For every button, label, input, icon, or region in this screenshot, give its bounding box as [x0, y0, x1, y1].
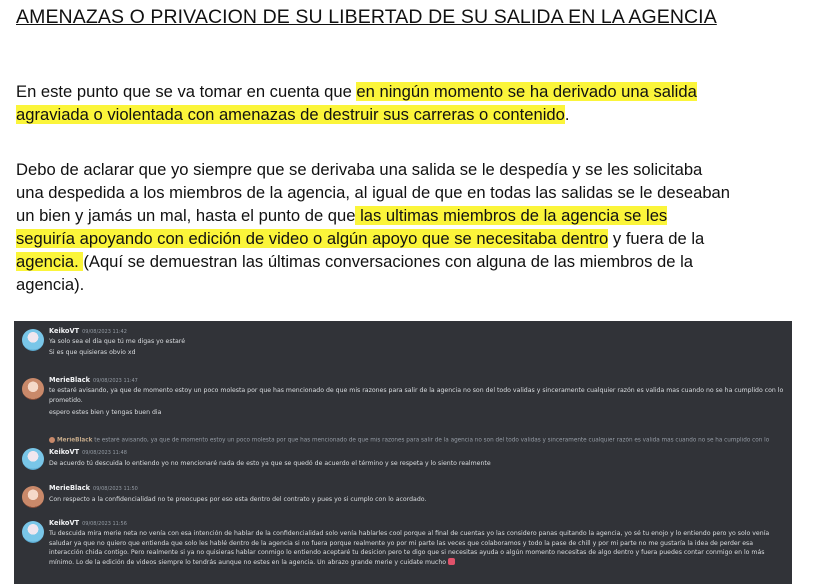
timestamp: 09/08/2023 11:47 [93, 378, 138, 384]
timestamp: 09/08/2023 11:56 [82, 521, 127, 527]
paragraph-2-line: y fuera de la [608, 229, 705, 248]
message-text: Ya solo sea el día que tú me digas yo estaré [49, 338, 186, 345]
highlighted-text: seguiría apoyando con edición de video o algún apoyo que se necesitaba dentro [16, 229, 609, 248]
reply-avatar-icon [49, 437, 55, 443]
message-text: te estaré avisando, ya que de momento estoy un poco molesta por que has mencionado de que mis razones para salir de la agencia no son del todo validas y sinceramente cualquier razón es valida mas cuando no se ha cumplido con lo prometido. [49, 387, 784, 404]
avatar[interactable] [22, 486, 44, 508]
message-text: Si es que quisieras obvio xd [49, 349, 136, 356]
timestamp: 09/08/2023 11:50 [93, 486, 138, 492]
avatar[interactable] [22, 521, 44, 543]
message-text-block [49, 529, 784, 567]
reply-username: MerieBlack [57, 437, 93, 444]
reply-preview[interactable] [49, 437, 789, 444]
heart-emoji-icon [448, 558, 455, 565]
paragraph-2-line: una despedida a los miembros de la agencia, al igual de que en todas las salidas se le deseaban [16, 183, 731, 202]
timestamp: 09/08/2023 11:48 [82, 450, 127, 456]
message-text: Con respecto a la confidencialidad no te preocupes por eso esta dentro del contrato y pues yo si cumplo con lo acordado. [49, 496, 427, 503]
username[interactable]: KeikoVT [49, 448, 80, 456]
timestamp: 09/08/2023 11:42 [82, 329, 127, 335]
paragraph-1-end: . [564, 105, 570, 124]
highlighted-text: agraviada o violentada con amenazas de destruir sus carreras o contenido [16, 105, 565, 124]
username[interactable]: KeikoVT [49, 519, 80, 527]
paragraph-2-line: Debo de aclarar que yo siempre que se derivaba una salida se le despedía y se les solicitaba [16, 160, 703, 179]
paragraph-1-text: En este punto que se va tomar en cuenta que [16, 82, 357, 101]
page-title: AMENAZAS O PRIVACION DE SU LIBERTAD DE SU SALIDA EN LA AGENCIA [16, 6, 717, 28]
highlighted-text: en ningún momento se ha derivado una salida [356, 82, 697, 101]
username[interactable]: MerieBlack [49, 484, 91, 492]
username[interactable]: KeikoVT [49, 327, 80, 335]
message-text: espero estes bien y tengas buen dia [49, 409, 162, 416]
message-text: Tu descuida mira merie neta no venía con esa intención de hablar de la confidencialidad solo venía hablarles cool porque al final de cuentas yo las considero panas quitando la agencia, yo sé tu enojo y lo entiendo pero yo solo venía saludar ya que no quiero que entienda que solo les hablé dentro de la agencia si no fuera porque realmente yo por mi parte las veces que colaboramos y todo la pase de chill y por mi parte no me gustaría la idea de perder esa interacción chida contigo. Pero realmente si ya no quisieras hablar conmigo lo entiendo aceptaré tu desicion pero te digo que si necesitas ayuda o algún momento necesitas de algo dentro y fuera puedes contar conmigo en lo más mínimo. Lo de la edición de videos siempre lo tendrás aunque no estes en la agencia. Un abrazo grande merie y cuidate mucho [49, 530, 770, 566]
paragraph-2 [16, 158, 806, 296]
avatar[interactable] [22, 329, 44, 351]
paragraph-2-line: un bien y jamás un mal, hasta el punto de que [16, 206, 356, 225]
highlighted-text: agencia. [16, 252, 84, 271]
username[interactable]: MerieBlack [49, 376, 91, 384]
chat-screenshot [14, 321, 792, 584]
message-text: De acuerdo tú descuida lo entiendo yo no mencionaré nada de esto ya que se quedó de acuerdo el término y se respeta y lo siento realmente [49, 460, 491, 467]
paragraph-2-line: (Aquí se demuestran las últimas conversaciones con alguna de las miembros de la [83, 252, 694, 271]
reply-text: te estaré avisando, ya que de momento estoy un poco molesta por que has mencionado de que mis razones para salir de la agencia no son del todo validas y sinceramente cualquier razón es valida mas cuando no se ha cumplido con lo [94, 437, 770, 444]
paragraph-1 [16, 80, 806, 126]
highlighted-text: las ultimas miembros de la agencia se les [355, 206, 668, 225]
paragraph-2-line: agencia). [16, 275, 85, 294]
avatar[interactable] [22, 378, 44, 400]
avatar[interactable] [22, 448, 44, 470]
